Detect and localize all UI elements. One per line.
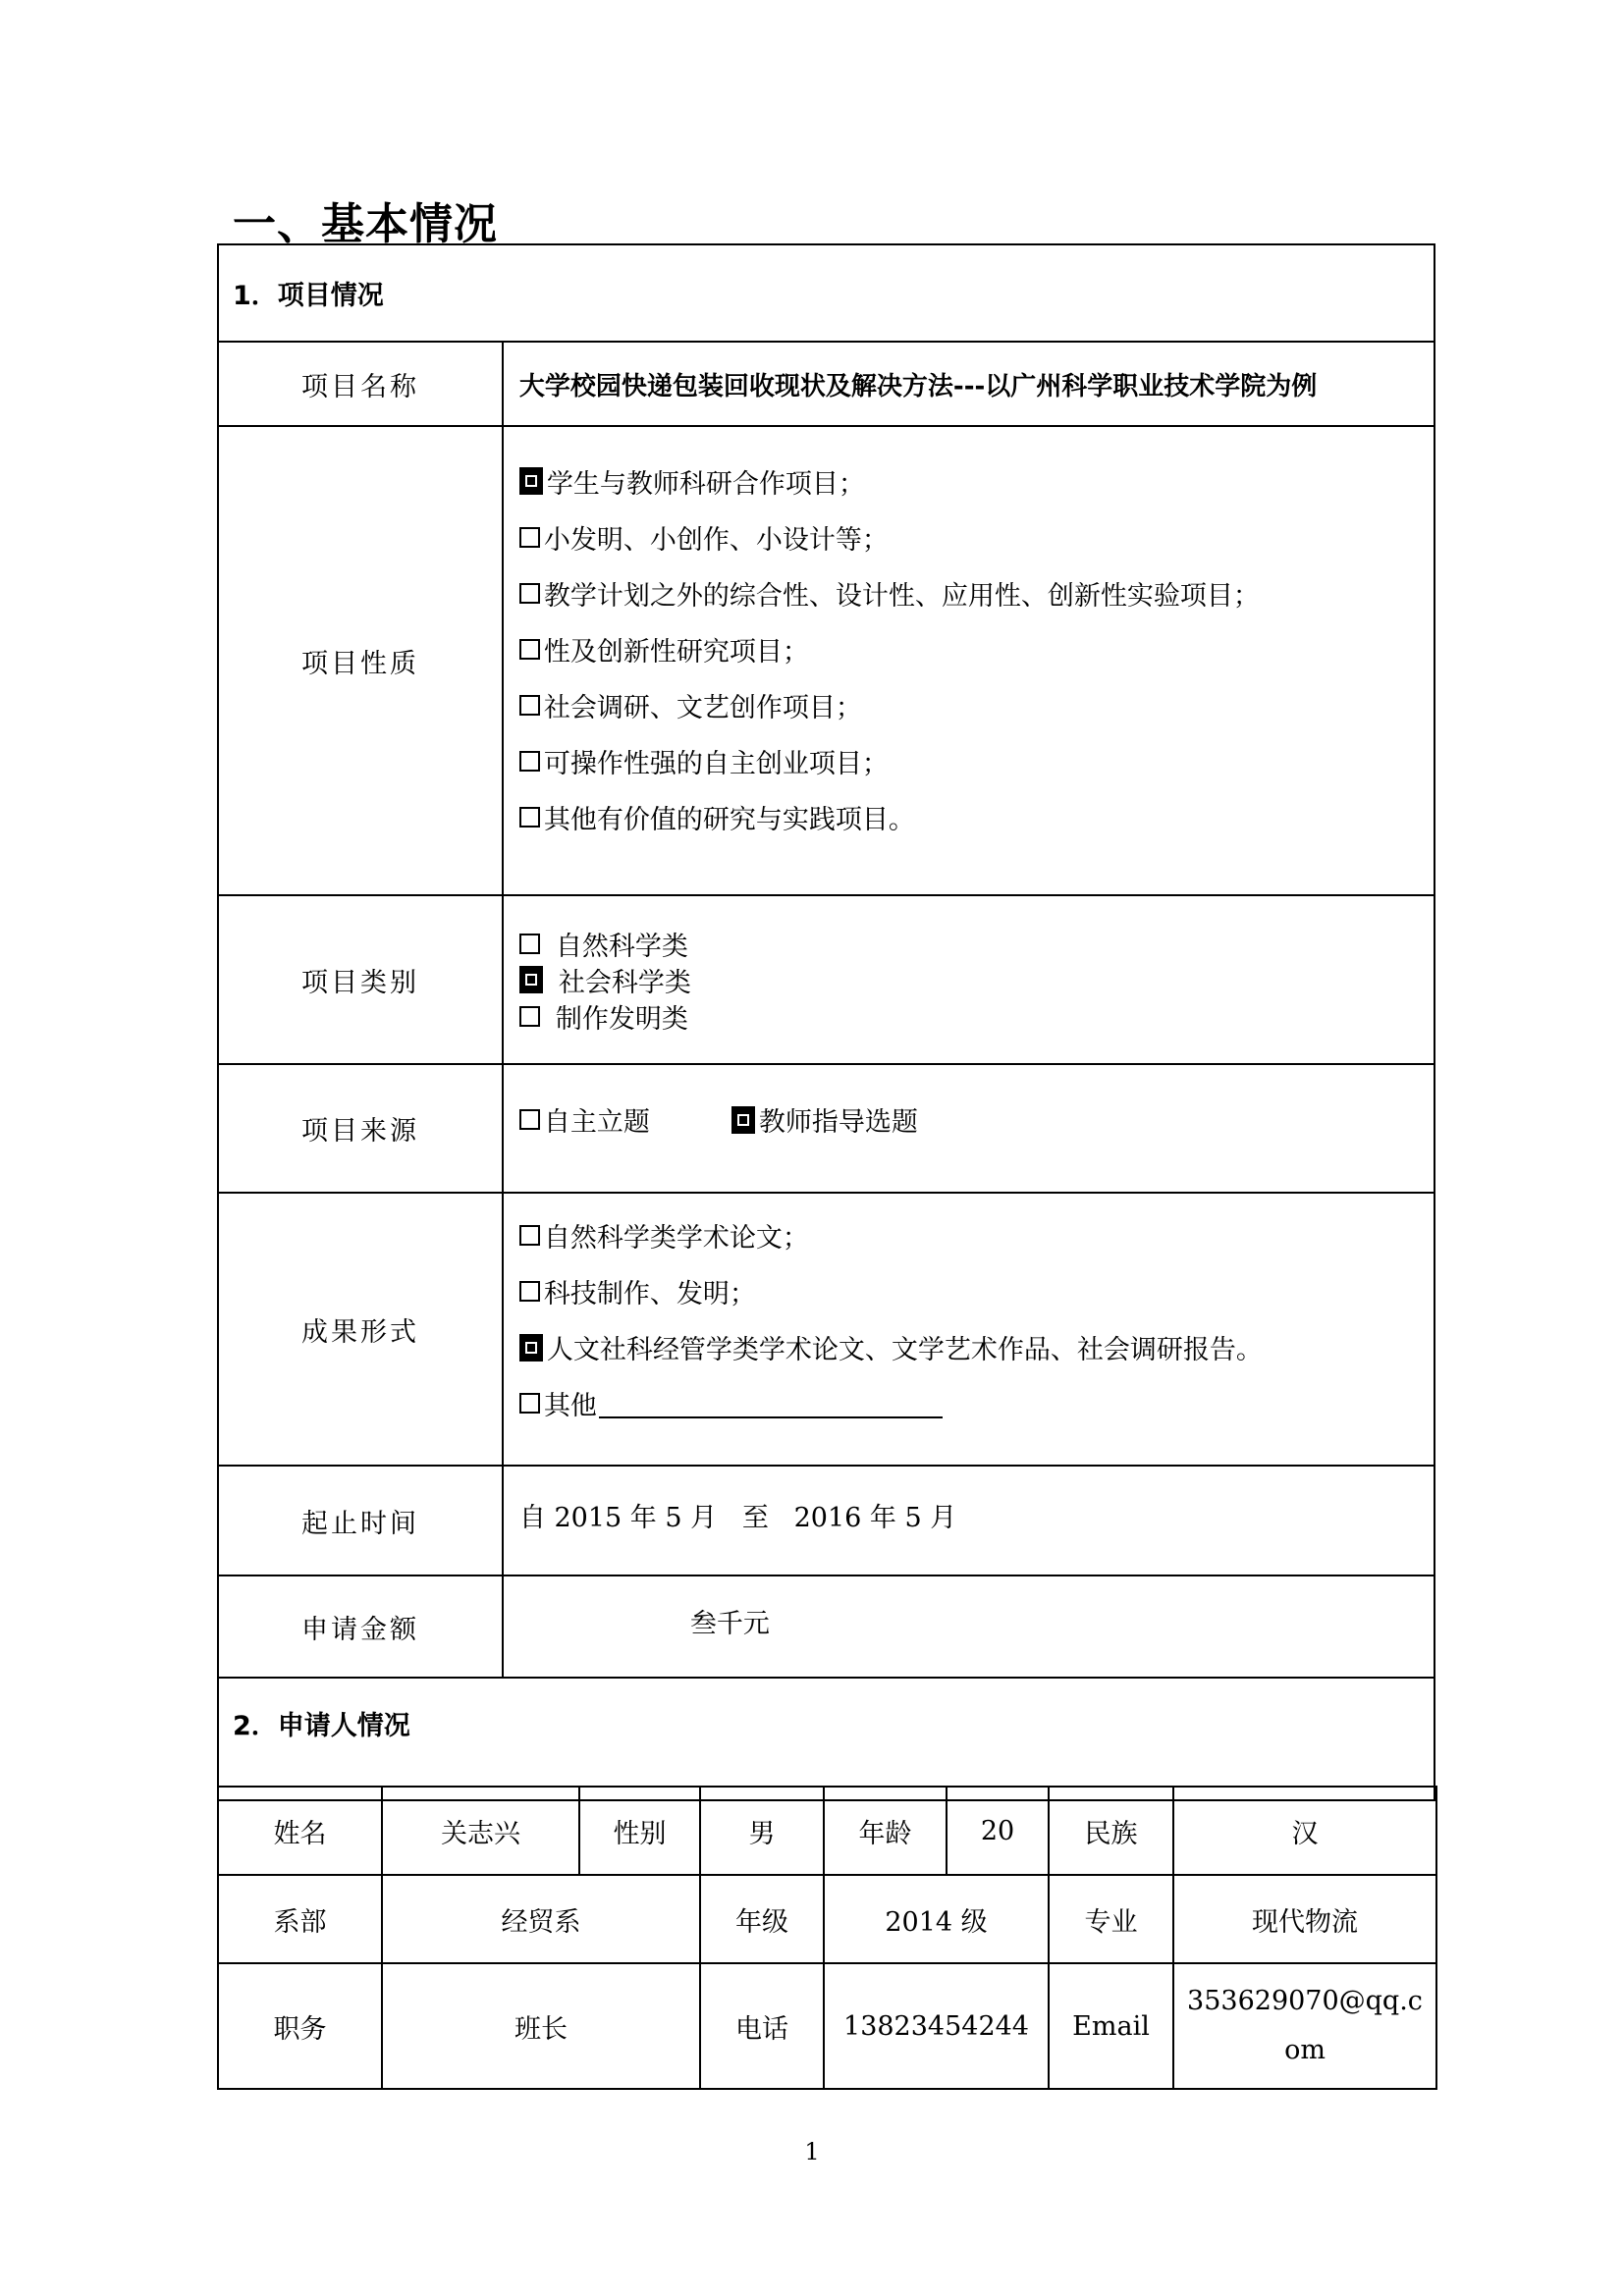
project-category-label: 项目类别 — [218, 895, 503, 1064]
project-name-value: 大学校园快递包装回收现状及解决方法---以广州科学职业技术学院为例 — [503, 342, 1435, 426]
amount-row — [218, 1575, 1435, 1678]
grade-value: 2014 级 — [824, 1875, 1049, 1963]
amount-label: 申请金额 — [218, 1575, 503, 1678]
checkbox-icon[interactable] — [519, 1006, 540, 1027]
ethnicity-value: 汉 — [1173, 1787, 1436, 1875]
position-label: 职务 — [218, 1963, 382, 2089]
dept-label: 系部 — [218, 1875, 382, 1963]
project-category-options — [503, 895, 1435, 1064]
category-option[interactable]: 制作发明类 — [519, 998, 1434, 1035]
period-row — [218, 1466, 1435, 1575]
checkbox-checked-icon[interactable] — [519, 966, 543, 993]
checkbox-checked-icon[interactable] — [519, 1334, 543, 1362]
name-label: 姓名 — [218, 1787, 382, 1875]
result-option[interactable]: 自然科学类学术论文； — [519, 1207, 1434, 1263]
applicant-row-2 — [218, 1875, 1436, 1963]
nature-option[interactable]: 社会调研、文艺创作项目； — [519, 677, 1434, 733]
page-number: 1 — [804, 2138, 820, 2165]
result-form-label: 成果形式 — [218, 1193, 503, 1466]
section1-heading: 1．项目情况 — [218, 244, 1435, 342]
name-value: 关志兴 — [382, 1787, 579, 1875]
phone-label: 电话 — [700, 1963, 824, 2089]
position-value: 班长 — [382, 1963, 700, 2089]
gender-label: 性别 — [579, 1787, 700, 1875]
nature-option[interactable]: 可操作性强的自主创业项目； — [519, 733, 1434, 789]
checkbox-icon[interactable] — [519, 1393, 540, 1414]
major-value: 现代物流 — [1173, 1875, 1436, 1963]
project-nature-options — [503, 426, 1435, 895]
project-nature-row — [218, 426, 1435, 895]
source-option[interactable]: 自主立题 — [519, 1100, 731, 1139]
category-option[interactable]: 自然科学类 — [519, 926, 1434, 962]
other-blank-field[interactable] — [599, 1389, 943, 1418]
nature-option[interactable]: 其他有价值的研究与实践项目。 — [519, 789, 1434, 845]
checkbox-icon[interactable] — [519, 807, 540, 828]
result-form-row — [218, 1193, 1435, 1466]
checkbox-icon[interactable] — [519, 527, 540, 548]
section2-heading: 2．申请人情况 — [218, 1678, 1435, 1800]
section2-heading-row — [218, 1678, 1435, 1800]
project-source-label: 项目来源 — [218, 1064, 503, 1193]
nature-option[interactable]: 教学计划之外的综合性、设计性、应用性、创新性实验项目； — [519, 565, 1434, 621]
checkbox-icon[interactable] — [519, 751, 540, 772]
project-name-row — [218, 342, 1435, 426]
phone-value: 13823454244 — [824, 1963, 1049, 2089]
nature-option[interactable]: 小发明、小创作、小设计等； — [519, 509, 1434, 565]
period-label: 起止时间 — [218, 1466, 503, 1575]
applicant-row-3 — [218, 1963, 1436, 2089]
checkbox-icon[interactable] — [519, 583, 540, 604]
project-source-options — [503, 1064, 1435, 1193]
period-value: 自 2015 年 5 月 至 2016 年 5 月 — [503, 1466, 1435, 1575]
age-value: 20 — [947, 1787, 1049, 1875]
checkbox-icon[interactable] — [519, 934, 540, 954]
checkbox-checked-icon[interactable] — [519, 467, 543, 495]
checkbox-icon[interactable] — [519, 1225, 540, 1246]
checkbox-icon[interactable] — [519, 1281, 540, 1302]
category-option[interactable]: 社会科学类 — [519, 962, 1434, 998]
gender-value: 男 — [700, 1787, 824, 1875]
email-label: Email — [1049, 1963, 1173, 2089]
page-title: 一、基本情况 — [233, 199, 498, 249]
age-label: 年龄 — [824, 1787, 947, 1875]
result-option[interactable]: 其他 — [519, 1375, 1434, 1431]
ethnicity-label: 民族 — [1049, 1787, 1173, 1875]
amount-value: 叁千元 — [503, 1575, 1435, 1678]
applicant-row-1 — [218, 1787, 1436, 1875]
result-form-options — [503, 1193, 1435, 1466]
applicant-table — [217, 1786, 1437, 2090]
checkbox-icon[interactable] — [519, 639, 540, 660]
nature-option[interactable]: 性及创新性研究项目； — [519, 621, 1434, 677]
project-name-label: 项目名称 — [218, 342, 503, 426]
email-value: 353629070@qq.com — [1173, 1963, 1436, 2089]
source-option[interactable]: 教师指导选题 — [731, 1100, 918, 1139]
dept-value: 经贸系 — [382, 1875, 700, 1963]
checkbox-checked-icon[interactable] — [731, 1106, 755, 1134]
checkbox-icon[interactable] — [519, 1109, 540, 1130]
project-category-row — [218, 895, 1435, 1064]
grade-label: 年级 — [700, 1875, 824, 1963]
nature-option[interactable]: 学生与教师科研合作项目； — [519, 454, 1434, 509]
basic-info-table — [217, 243, 1435, 1801]
project-source-row — [218, 1064, 1435, 1193]
checkbox-icon[interactable] — [519, 695, 540, 716]
result-option[interactable]: 科技制作、发明； — [519, 1263, 1434, 1319]
major-label: 专业 — [1049, 1875, 1173, 1963]
result-option[interactable]: 人文社科经管学类学术论文、文学艺术作品、社会调研报告。 — [519, 1319, 1434, 1375]
project-nature-label: 项目性质 — [218, 426, 503, 895]
section1-heading-row — [218, 244, 1435, 342]
